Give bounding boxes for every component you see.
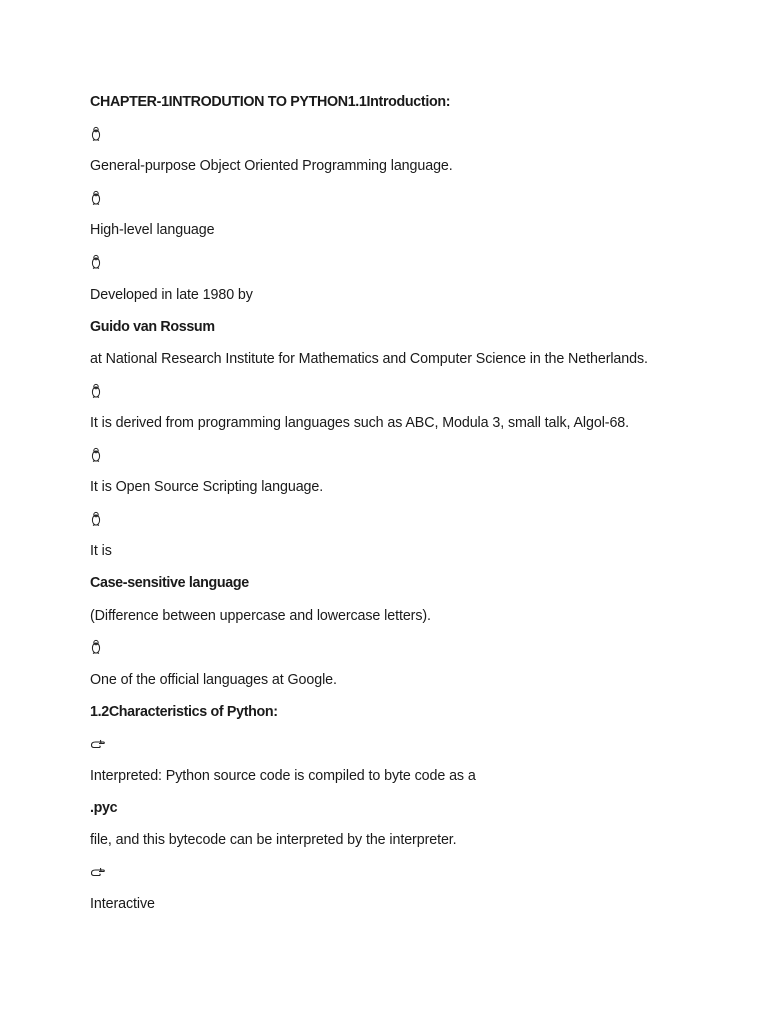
bold-phrase: Case-sensitive language — [90, 575, 249, 592]
penguin-bullet-icon — [90, 511, 106, 527]
penguin-bullet-icon — [90, 383, 106, 399]
penguin-bullet-icon — [90, 447, 106, 463]
bold-phrase: Guido van Rossum — [90, 318, 215, 335]
paragraph: It is Open Source Scripting language. — [90, 479, 324, 496]
pointing-hand-bullet-icon — [90, 736, 106, 752]
document-body — [90, 90, 730, 924]
paragraph: High-level language — [90, 222, 215, 239]
bullet-line — [90, 250, 730, 282]
pointing-hand-bullet-icon — [90, 864, 106, 880]
bullet-line — [90, 186, 730, 218]
penguin-bullet-icon — [90, 639, 106, 655]
paragraph: Interpreted: Python source code is compiled to byte code as a — [90, 767, 476, 784]
paragraph: General-purpose Object Oriented Programming language. — [90, 158, 453, 175]
bullet-line — [90, 507, 730, 539]
paragraph: It is — [90, 543, 112, 560]
paragraph: file, and this bytecode can be interpreted by the interpreter. — [90, 832, 457, 849]
chapter-heading: CHAPTER-1INTRODUTION TO PYTHON1.1Introduction: — [90, 94, 451, 110]
bullet-line — [90, 379, 730, 411]
bullet-line — [90, 860, 730, 892]
penguin-bullet-icon — [90, 126, 106, 142]
penguin-bullet-icon — [90, 190, 106, 206]
paragraph: It is derived from programming languages such as ABC, Modula 3, small talk, Algol-68. — [90, 414, 630, 431]
section-heading: 1.2Characteristics of Python: — [90, 703, 278, 720]
paragraph: One of the official languages at Google. — [90, 671, 337, 688]
bullet-line — [90, 732, 730, 764]
paragraph: Developed in late 1980 by — [90, 286, 253, 303]
bullet-line — [90, 443, 730, 475]
paragraph: at National Research Institute for Mathematics and Computer Science in the Netherlands. — [90, 350, 648, 367]
bold-phrase: .pyc — [90, 800, 118, 817]
bullet-line — [90, 122, 730, 154]
paragraph: Interactive — [90, 896, 155, 913]
bullet-line — [90, 636, 730, 668]
penguin-bullet-icon — [90, 254, 106, 270]
paragraph: (Difference between uppercase and lowercase letters). — [90, 607, 431, 624]
